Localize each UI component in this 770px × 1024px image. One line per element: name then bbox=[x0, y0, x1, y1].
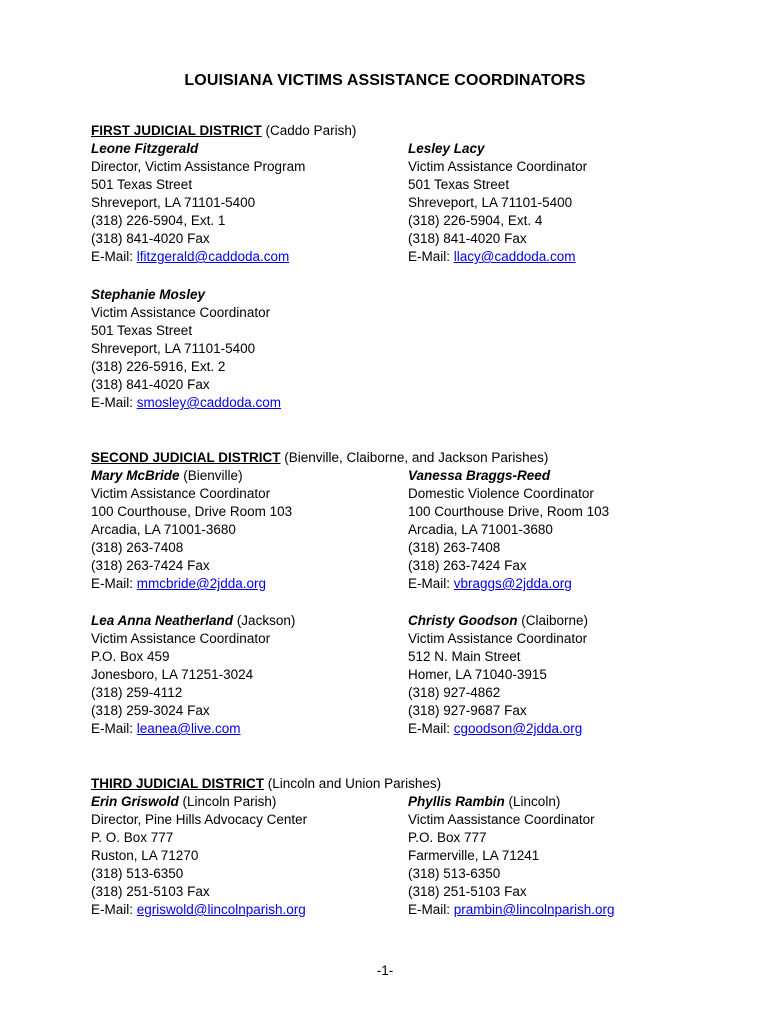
contact-title: Victim Assistance Coordinator bbox=[91, 305, 271, 320]
contact-phone: (318) 927-4862 bbox=[408, 685, 501, 700]
contact-fax: (318) 251-5103 Fax bbox=[91, 884, 210, 899]
contact-card-leone-fitzgerald bbox=[91, 140, 305, 266]
contact-title: Victim Assistance Coordinator bbox=[408, 631, 588, 646]
contact-name-line bbox=[408, 612, 588, 630]
contact-title: Victim Assistance Coordinator bbox=[91, 631, 271, 646]
contact-card-lesley-lacy bbox=[408, 140, 587, 266]
email-label: E-Mail: bbox=[408, 576, 454, 591]
email-link[interactable]: llacy@caddoda.com bbox=[453, 249, 576, 264]
contact-name: Mary McBride bbox=[91, 468, 180, 483]
contact-name-line bbox=[408, 793, 615, 811]
district-heading-third bbox=[91, 775, 441, 793]
contact-title: Domestic Violence Coordinator bbox=[408, 486, 594, 501]
contact-name: Leone Fitzgerald bbox=[91, 141, 199, 156]
contact-name-line bbox=[91, 793, 307, 811]
contact-email-line bbox=[91, 720, 295, 738]
contact-name-line bbox=[91, 467, 292, 485]
contact-phone: (318) 513-6350 bbox=[408, 866, 501, 881]
email-link[interactable]: vbraggs@2jdda.org bbox=[453, 576, 572, 591]
contact-phone: (318) 263-7408 bbox=[408, 540, 501, 555]
district-heading-second bbox=[91, 449, 548, 467]
contact-address: 501 Texas Street bbox=[91, 177, 193, 192]
contact-name-line bbox=[91, 140, 305, 158]
contact-fax: (318) 263-7424 Fax bbox=[408, 558, 527, 573]
contact-parish: (Jackson) bbox=[236, 613, 296, 628]
contact-email-line bbox=[408, 575, 609, 593]
email-label: E-Mail: bbox=[91, 249, 137, 264]
contact-card-christy-goodson bbox=[408, 612, 588, 738]
contact-city: Shreveport, LA 71101-5400 bbox=[408, 195, 573, 210]
contact-card-mary-mcbride bbox=[91, 467, 292, 593]
email-label: E-Mail: bbox=[408, 902, 454, 917]
contact-phone: (318) 226-5916, Ext. 2 bbox=[91, 359, 226, 374]
contact-address: 100 Courthouse Drive, Room 103 bbox=[408, 504, 610, 519]
contact-email-line bbox=[408, 248, 587, 266]
contact-city: Ruston, LA 71270 bbox=[91, 848, 199, 863]
contact-name-line bbox=[91, 612, 295, 630]
contact-parish: (Lincoln) bbox=[508, 794, 561, 809]
contact-name: Phyllis Rambin bbox=[408, 794, 505, 809]
contact-city: Farmerville, LA 71241 bbox=[408, 848, 540, 863]
contact-phone: (318) 259-4112 bbox=[91, 685, 183, 700]
email-link[interactable]: cgoodson@2jdda.org bbox=[453, 721, 583, 736]
contact-phone: (318) 263-7408 bbox=[91, 540, 184, 555]
contact-name-line bbox=[408, 140, 587, 158]
district-parishes: (Lincoln and Union Parishes) bbox=[267, 776, 442, 791]
contact-name: Vanessa Braggs-Reed bbox=[408, 468, 551, 483]
contact-address: 501 Texas Street bbox=[91, 323, 193, 338]
email-link[interactable]: prambin@lincolnparish.org bbox=[453, 902, 615, 917]
contact-fax: (318) 259-3024 Fax bbox=[91, 703, 210, 718]
contact-address: P.O. Box 777 bbox=[408, 830, 487, 845]
page-number: -1- bbox=[376, 963, 394, 978]
district-parishes: (Caddo Parish) bbox=[265, 123, 357, 138]
email-link[interactable]: leanea@live.com bbox=[136, 721, 241, 736]
email-label: E-Mail: bbox=[408, 721, 454, 736]
contact-email-line bbox=[91, 248, 305, 266]
contact-name: Lea Anna Neatherland bbox=[91, 613, 234, 628]
contact-parish: (Claiborne) bbox=[521, 613, 589, 628]
email-link[interactable]: egriswold@lincolnparish.org bbox=[136, 902, 306, 917]
contact-address: P.O. Box 459 bbox=[91, 649, 170, 664]
contact-city: Arcadia, LA 71001-3680 bbox=[91, 522, 236, 537]
contact-email-line bbox=[91, 901, 307, 919]
contact-title: Victim Aassistance Coordinator bbox=[408, 812, 595, 827]
contact-title: Director, Pine Hills Advocacy Center bbox=[91, 812, 308, 827]
contact-email-line bbox=[91, 394, 281, 412]
contact-city: Homer, LA 71040-3915 bbox=[408, 667, 547, 682]
contact-fax: (318) 841-4020 Fax bbox=[91, 231, 210, 246]
contact-city: Jonesboro, LA 71251-3024 bbox=[91, 667, 254, 682]
contact-fax: (318) 841-4020 Fax bbox=[91, 377, 210, 392]
contact-address: 100 Courthouse, Drive Room 103 bbox=[91, 504, 293, 519]
district-name: SECOND JUDICIAL DISTRICT bbox=[91, 450, 281, 465]
email-label: E-Mail: bbox=[91, 576, 137, 591]
contact-city: Shreveport, LA 71101-5400 bbox=[91, 341, 256, 356]
contact-phone: (318) 226-5904, Ext. 1 bbox=[91, 213, 226, 228]
district-parishes: (Bienville, Claiborne, and Jackson Parishes) bbox=[284, 450, 549, 465]
contact-city: Shreveport, LA 71101-5400 bbox=[91, 195, 256, 210]
contact-fax: (318) 841-4020 Fax bbox=[408, 231, 527, 246]
contact-email-line bbox=[408, 720, 588, 738]
email-link[interactable]: smosley@caddoda.com bbox=[136, 395, 282, 410]
contact-email-line bbox=[91, 575, 292, 593]
contact-parish: (Bienville) bbox=[183, 468, 243, 483]
contact-parish: (Lincoln Parish) bbox=[182, 794, 277, 809]
contact-fax: (318) 251-5103 Fax bbox=[408, 884, 527, 899]
contact-card-erin-griswold bbox=[91, 793, 307, 919]
contact-card-stephanie-mosley bbox=[91, 286, 281, 412]
contact-phone: (318) 513-6350 bbox=[91, 866, 184, 881]
contact-name-line bbox=[408, 467, 609, 485]
email-link[interactable]: lfitzgerald@caddoda.com bbox=[136, 249, 290, 264]
contact-card-vanessa-braggs-reed bbox=[408, 467, 609, 593]
contact-name: Lesley Lacy bbox=[408, 141, 485, 156]
contact-name: Erin Griswold bbox=[91, 794, 179, 809]
contact-address: 501 Texas Street bbox=[408, 177, 510, 192]
email-link[interactable]: mmcbride@2jdda.org bbox=[136, 576, 267, 591]
contact-phone: (318) 226-5904, Ext. 4 bbox=[408, 213, 543, 228]
email-label: E-Mail: bbox=[91, 395, 137, 410]
contact-name: Christy Goodson bbox=[408, 613, 518, 628]
contact-title: Victim Assistance Coordinator bbox=[408, 159, 588, 174]
contact-title: Director, Victim Assistance Program bbox=[91, 159, 306, 174]
page-title: LOUISIANA VICTIMS ASSISTANCE COORDINATORS bbox=[184, 72, 586, 89]
contact-title: Victim Assistance Coordinator bbox=[91, 486, 271, 501]
contact-fax: (318) 263-7424 Fax bbox=[91, 558, 210, 573]
contact-address: P. O. Box 777 bbox=[91, 830, 174, 845]
contact-card-lea-anna-neatherland bbox=[91, 612, 295, 738]
contact-name-line bbox=[91, 286, 281, 304]
contact-card-phyllis-rambin bbox=[408, 793, 615, 919]
district-heading-first bbox=[91, 122, 356, 140]
contact-fax: (318) 927-9687 Fax bbox=[408, 703, 527, 718]
email-label: E-Mail: bbox=[408, 249, 454, 264]
email-label: E-Mail: bbox=[91, 721, 137, 736]
contact-name: Stephanie Mosley bbox=[91, 287, 206, 302]
contact-city: Arcadia, LA 71001-3680 bbox=[408, 522, 553, 537]
contact-address: 512 N. Main Street bbox=[408, 649, 521, 664]
district-name: FIRST JUDICIAL DISTRICT bbox=[91, 123, 262, 138]
contact-email-line bbox=[408, 901, 615, 919]
email-label: E-Mail: bbox=[91, 902, 137, 917]
district-name: THIRD JUDICIAL DISTRICT bbox=[91, 776, 265, 791]
